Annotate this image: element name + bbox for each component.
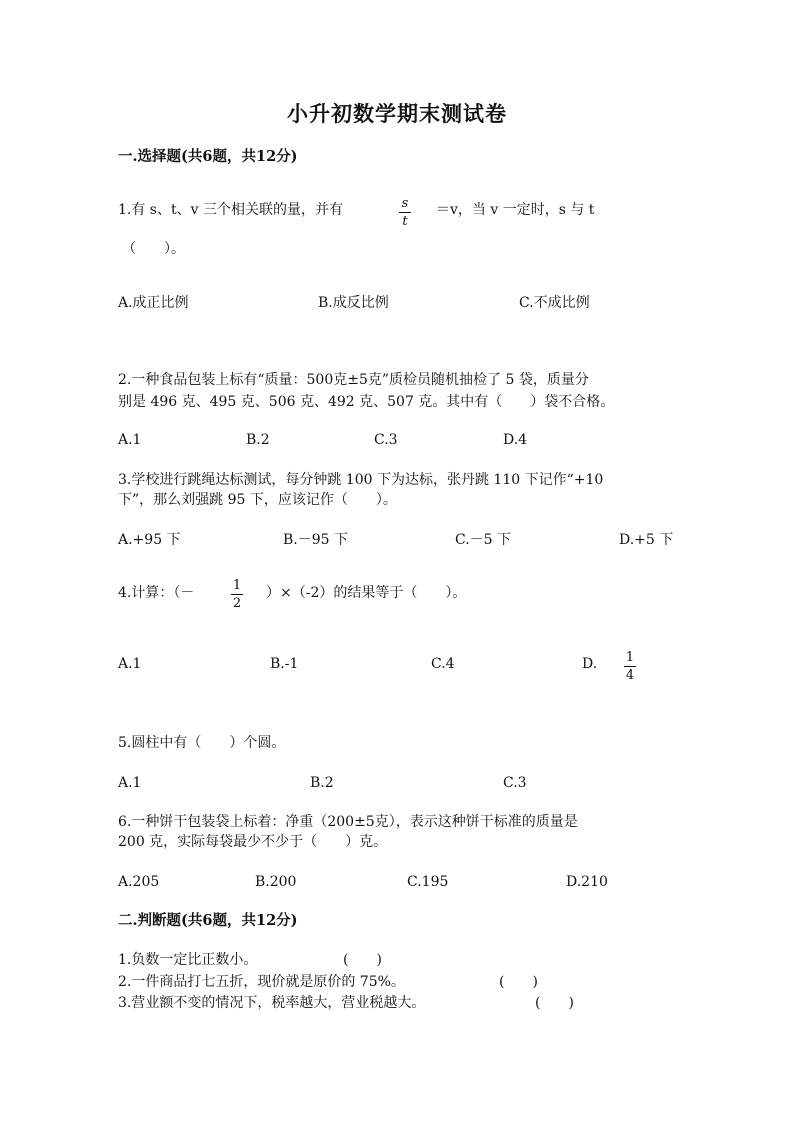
q4-option-a: A.1 bbox=[118, 656, 142, 672]
q4-optd-numerator: 1 bbox=[625, 650, 635, 665]
fraction-bar bbox=[231, 594, 243, 595]
q3-option-c: C.－5 下 bbox=[455, 532, 512, 548]
q1-text-b: ＝v，当 v 一定时，s 与 t bbox=[436, 202, 595, 218]
q3-option-d: D.+5 下 bbox=[619, 532, 674, 548]
page-title: 小升初数学期末测试卷 bbox=[287, 101, 507, 126]
q3-option-a: A.+95 下 bbox=[118, 532, 181, 548]
q5-text: 5.圆柱中有（ ）个圆。 bbox=[118, 735, 286, 751]
q6-line2: 200 克，实际每袋最少不少于（ ）克。 bbox=[118, 834, 388, 850]
q5-option-c: C.3 bbox=[503, 775, 527, 791]
q2-option-c: C.3 bbox=[374, 432, 398, 448]
q6-option-d: D.210 bbox=[566, 874, 608, 890]
q4-optd-denominator: 4 bbox=[625, 668, 635, 683]
q5-option-b: B.2 bbox=[310, 775, 334, 791]
judge-item-1-paren: ( ) bbox=[343, 952, 382, 968]
section-heading-choice: 一.选择题(共6题，共12分) bbox=[118, 148, 298, 165]
judge-item-3-paren: ( ) bbox=[535, 995, 574, 1011]
judge-item-2-text: 2.一件商品打七五折，现价就是原价的 75%。 bbox=[118, 974, 405, 990]
q6-option-b: B.200 bbox=[255, 874, 297, 890]
q1-option-b: B.成反比例 bbox=[318, 295, 389, 311]
q6-line1: 6.一种饼干包装袋上标着：净重（200±5克），表示这种饼干标准的质量是 bbox=[118, 814, 578, 830]
fraction-bar bbox=[399, 212, 411, 213]
q4-text-b: ）×（-2）的结果等于（ ）。 bbox=[266, 585, 467, 601]
q3-line1: 3.学校进行跳绳达标测试，每分钟跳 100 下为达标，张丹跳 110 下记作“+10 bbox=[118, 472, 604, 488]
q4-option-d: D. bbox=[582, 656, 598, 672]
q4-option-c: C.4 bbox=[431, 656, 455, 672]
q2-option-b: B.2 bbox=[246, 432, 270, 448]
q1-text-a: 1.有 s、t、v 三个相关联的量，并有 bbox=[118, 202, 343, 218]
q2-line2: 别是 496 克、495 克、506 克、492 克、507 克。其中有（ ）袋不合格。 bbox=[118, 394, 615, 410]
q1-frac-numerator: s bbox=[401, 196, 409, 211]
q4-text-a: 4.计算：（－ bbox=[118, 585, 195, 601]
q4-option-d-fraction bbox=[624, 650, 636, 683]
judge-item-3-text: 3.营业额不变的情况下，税率越大，营业税越大。 bbox=[118, 995, 426, 1011]
q1-fraction-s-over-t bbox=[399, 196, 411, 229]
q2-option-d: D.4 bbox=[503, 432, 528, 448]
q2-line1: 2.一种食品包装上标有“质量：500克±5克”质检员随机抽检了 5 袋，质量分 bbox=[118, 372, 589, 388]
q3-line2: 下”，那么刘强跳 95 下，应该记作（ ）。 bbox=[118, 492, 397, 508]
judge-item-1-text: 1.负数一定比正数小。 bbox=[118, 952, 258, 968]
q6-option-c: C.195 bbox=[407, 874, 449, 890]
q4-frac-numerator: 1 bbox=[232, 578, 242, 593]
q5-option-a: A.1 bbox=[118, 775, 142, 791]
q6-option-a: A.205 bbox=[118, 874, 160, 890]
q2-option-a: A.1 bbox=[118, 432, 142, 448]
q1-option-a: A.成正比例 bbox=[118, 295, 189, 311]
q4-fraction-one-half bbox=[231, 578, 243, 611]
q4-frac-denominator: 2 bbox=[232, 596, 242, 611]
section-heading-judgement: 二.判断题(共6题，共12分) bbox=[118, 912, 298, 929]
q4-option-b: B.-1 bbox=[270, 656, 299, 672]
q1-frac-denominator: t bbox=[402, 214, 408, 229]
q1-text-c: （ ）。 bbox=[122, 241, 185, 257]
judge-item-2-paren: ( ) bbox=[499, 974, 538, 990]
q3-option-b: B.－95 下 bbox=[283, 532, 349, 548]
fraction-bar bbox=[624, 666, 636, 667]
q1-option-c: C.不成比例 bbox=[519, 295, 590, 311]
